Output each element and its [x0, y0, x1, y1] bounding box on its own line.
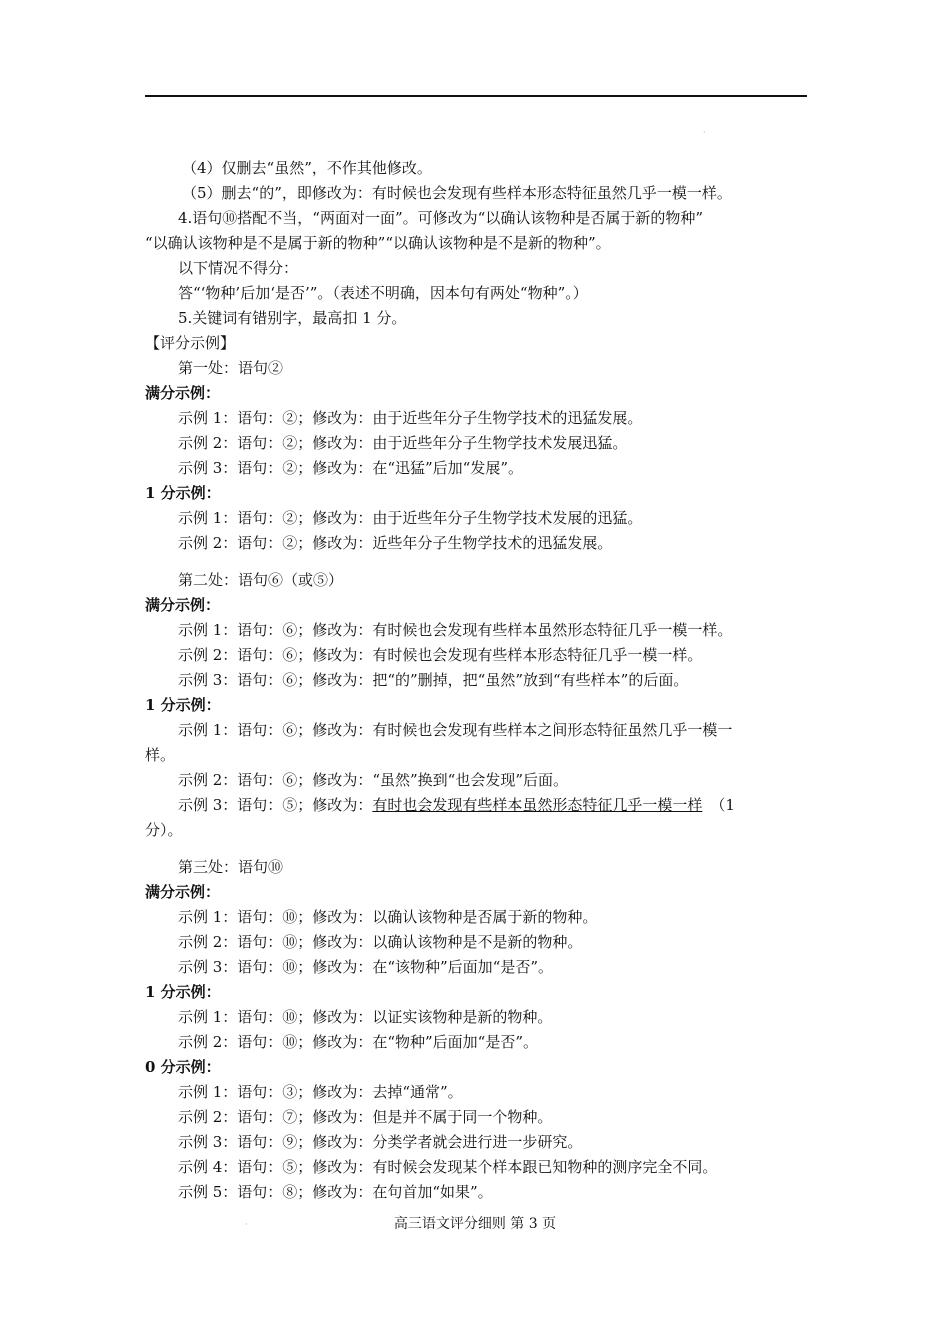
section-3-one-example: 示例 2：语句：⑩；修改为：在“物种”后面加“是否”。	[178, 1033, 538, 1051]
no-score-item: 答“‘物种’后加‘是否’”。（表述不明确，因本句有两处“物种”。）	[178, 284, 588, 302]
section-1-one-example: 示例 1：语句：②；修改为：由于近些年分子生物学技术发展的迅猛。	[178, 509, 643, 527]
section-3-zero-example: 示例 2：语句：⑦；修改为：但是并不属于同一个物种。	[178, 1108, 553, 1126]
examples-heading: 【评分示例】	[145, 334, 236, 352]
underlined-answer: 有时也会发现有些样本虽然形态特征几乎一模一样	[372, 796, 703, 814]
section-2-full-label: 满分示例：	[145, 596, 221, 614]
section-3-full-label: 满分示例：	[145, 883, 221, 901]
rule-5: 5.关键词有错别字，最高扣 1 分。	[178, 309, 407, 327]
no-score-heading: 以下情况不得分：	[178, 259, 299, 277]
section-1-full-example: 示例 3：语句：②；修改为：在“迅猛”后加“发展”。	[178, 459, 523, 477]
section-3-one-example: 示例 1：语句：⑩；修改为：以证实该物种是新的物种。	[178, 1008, 553, 1026]
section-2-one-example: 示例 2：语句：⑥；修改为：“虽然”换到“也会发现”后面。	[178, 771, 568, 789]
section-1-full-label: 满分示例：	[145, 384, 221, 402]
section-2-one-example	[178, 795, 735, 815]
section-2-full-example: 示例 2：语句：⑥；修改为：有时候也会发现有些样本形态特征几乎一模一样。	[178, 646, 703, 664]
item-5: （5）删去“的”，即修改为：有时候也会发现有些样本形态特征虽然几乎一模一样。	[182, 184, 732, 202]
section-2-full-example: 示例 3：语句：⑥；修改为：把“的”删掉，把“虽然”放到“有些样本”的后面。	[178, 671, 689, 689]
section-2-one-label: 1 分示例：	[145, 696, 221, 714]
speck: ·	[703, 128, 706, 137]
section-3-title: 第三处：语句⑩	[178, 858, 284, 876]
section-2-one-example: 示例 1：语句：⑥；修改为：有时候也会发现有些样本之间形态特征虽然几乎一模一	[178, 721, 733, 739]
section-3-full-example: 示例 3：语句：⑩；修改为：在“该物种”后面加“是否”。	[178, 958, 553, 976]
section-1-one-label: 1 分示例：	[145, 484, 221, 502]
section-1-title: 第一处：语句②	[178, 359, 284, 377]
section-1-one-example: 示例 2：语句：②；修改为：近些年分子生物学技术的迅猛发展。	[178, 534, 613, 552]
section-2-title: 第二处：语句⑥（或⑤）	[178, 571, 344, 589]
header-rule	[145, 95, 807, 97]
item-4: （4）仅删去“虽然”，不作其他修改。	[182, 159, 432, 177]
example-suffix: （1	[710, 796, 735, 814]
section-1-full-example: 示例 2：语句：②；修改为：由于近些年分子生物学技术发展迅猛。	[178, 434, 628, 452]
section-3-zero-example: 示例 5：语句：⑧；修改为：在句首加“如果”。	[178, 1183, 493, 1201]
example-prefix: 示例 3：语句：⑤；修改为：	[178, 796, 373, 814]
page-footer: 高三语文评分细则 第 3 页	[393, 1216, 557, 1232]
section-2-one-example-cont: 样。	[145, 746, 176, 764]
section-3-full-example: 示例 1：语句：⑩；修改为：以确认该物种是否属于新的物种。	[178, 908, 598, 926]
section-1-full-example: 示例 1：语句：②；修改为：由于近些年分子生物学技术的迅猛发展。	[178, 409, 643, 427]
section-3-zero-example: 示例 4：语句：⑤；修改为：有时候会发现某个样本跟已知物种的测序完全不同。	[178, 1158, 718, 1176]
section-3-zero-label: 0 分示例：	[145, 1058, 221, 1076]
section-2-one-example-cont: 分）。	[145, 821, 183, 839]
section-3-zero-example: 示例 1：语句：③；修改为：去掉“通常”。	[178, 1083, 463, 1101]
section-3-zero-example: 示例 3：语句：⑨；修改为：分类学者就会进行进一步研究。	[178, 1133, 583, 1151]
section-3-one-label: 1 分示例：	[145, 983, 221, 1001]
section-3-full-example: 示例 2：语句：⑩；修改为：以确认该物种是不是新的物种。	[178, 933, 583, 951]
speck: ·	[245, 1220, 248, 1229]
section-2-full-example: 示例 1：语句：⑥；修改为：有时候也会发现有些样本虽然形态特征几乎一模一样。	[178, 621, 733, 639]
rule-4-line2: “以确认该物种是不是属于新的物种”“以确认该物种是不是新的物种”。	[145, 234, 611, 252]
rule-4-line1: 4.语句⑩搭配不当，“两面对一面”。可修改为“以确认该物种是否属于新的物种”	[178, 209, 703, 227]
